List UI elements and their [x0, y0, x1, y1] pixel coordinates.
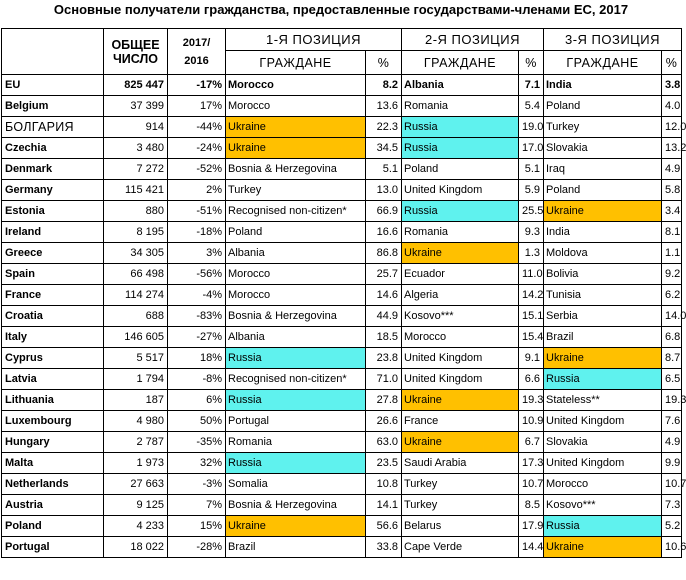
citizenship-table [1, 28, 686, 558]
total-cell: 880 [104, 201, 168, 222]
pct-1-cell: 8.2 [366, 75, 402, 96]
country-cell: Netherlands [2, 474, 104, 495]
table-row [2, 222, 682, 243]
country-cell: Croatia [2, 306, 104, 327]
citizen-1-cell: Russia [226, 453, 366, 474]
pct-2-cell: 17.3 [519, 453, 544, 474]
total-cell: 4 233 [104, 516, 168, 537]
citizen-1-cell: Russia [226, 390, 366, 411]
country-cell: Portugal [2, 537, 104, 558]
pct-3-cell: 3.4 [662, 201, 682, 222]
total-cell: 66 498 [104, 264, 168, 285]
citizen-1-cell: Bosnia & Herzegovina [226, 495, 366, 516]
change-cell: -56% [168, 264, 226, 285]
citizen-2-cell: Russia [402, 117, 519, 138]
change-cell: -28% [168, 537, 226, 558]
change-cell: -83% [168, 306, 226, 327]
table-row [2, 495, 682, 516]
total-cell: 914 [104, 117, 168, 138]
total-cell: 34 305 [104, 243, 168, 264]
citizen-3-cell: Tunisia [544, 285, 662, 306]
country-cell: Italy [2, 327, 104, 348]
position-1-header: 1-Я ПОЗИЦИЯ [226, 29, 402, 51]
total-cell: 1 794 [104, 369, 168, 390]
citizen-2-cell: Ukraine [402, 390, 519, 411]
change-cell: -4% [168, 285, 226, 306]
country-cell: Latvia [2, 369, 104, 390]
table-row [2, 159, 682, 180]
pct-3-cell: 1.1 [662, 243, 682, 264]
citizen-1-cell: Brazil [226, 537, 366, 558]
citizens-header-2: ГРАЖДАНЕ [402, 51, 519, 75]
country-cell: Lithuania [2, 390, 104, 411]
citizen-1-cell: Portugal [226, 411, 366, 432]
change-cell: -18% [168, 222, 226, 243]
table-row [2, 411, 682, 432]
table-row [2, 537, 682, 558]
change-cell: 32% [168, 453, 226, 474]
table-row [2, 516, 682, 537]
pct-2-cell: 8.5 [519, 495, 544, 516]
citizen-2-cell: Ukraine [402, 243, 519, 264]
total-cell: 2 787 [104, 432, 168, 453]
pct-2-cell: 9.1 [519, 348, 544, 369]
pct-2-cell: 6.7 [519, 432, 544, 453]
citizen-1-cell: Ukraine [226, 117, 366, 138]
pct-3-cell: 6.8 [662, 327, 682, 348]
country-header [2, 29, 104, 75]
pct-3-cell: 3.8 [662, 75, 682, 96]
citizen-3-cell: Kosovo*** [544, 495, 662, 516]
country-cell: Luxembourg [2, 411, 104, 432]
citizen-1-cell: Bosnia & Herzegovina [226, 306, 366, 327]
pct-3-cell: 6.5 [662, 369, 682, 390]
table-row [2, 285, 682, 306]
pct-header-1: % [366, 51, 402, 75]
pct-2-cell: 5.9 [519, 180, 544, 201]
country-cell: Belgium [2, 96, 104, 117]
pct-1-cell: 14.6 [366, 285, 402, 306]
table-row [2, 180, 682, 201]
table-row [2, 96, 682, 117]
citizen-2-cell: Albania [402, 75, 519, 96]
citizen-1-cell: Recognised non-citizen* [226, 201, 366, 222]
country-cell: Estonia [2, 201, 104, 222]
pct-3-cell: 12.0 [662, 117, 682, 138]
citizen-2-cell: Ukraine [402, 432, 519, 453]
citizen-1-cell: Ukraine [226, 138, 366, 159]
citizen-3-cell: Iraq [544, 159, 662, 180]
change-cell: 2% [168, 180, 226, 201]
citizen-1-cell: Albania [226, 243, 366, 264]
country-cell: France [2, 285, 104, 306]
pct-3-cell: 7.6 [662, 411, 682, 432]
country-cell: Malta [2, 453, 104, 474]
total-cell: 187 [104, 390, 168, 411]
country-cell: Denmark [2, 159, 104, 180]
pct-3-cell: 13.2 [662, 138, 682, 159]
pct-1-cell: 34.5 [366, 138, 402, 159]
country-cell: Cyprus [2, 348, 104, 369]
citizen-3-cell: Moldova [544, 243, 662, 264]
pct-3-cell: 4.0 [662, 96, 682, 117]
change-header-line2: 2016 [184, 54, 209, 67]
pct-2-cell: 15.1 [519, 306, 544, 327]
pct-2-cell: 1.3 [519, 243, 544, 264]
citizen-1-cell: Romania [226, 432, 366, 453]
total-cell: 9 125 [104, 495, 168, 516]
pct-1-cell: 44.9 [366, 306, 402, 327]
total-cell: 18 022 [104, 537, 168, 558]
table-row [2, 264, 682, 285]
pct-header-3: % [662, 51, 682, 75]
total-cell: 7 272 [104, 159, 168, 180]
total-cell: 146 605 [104, 327, 168, 348]
citizens-header-1: ГРАЖДАНЕ [226, 51, 366, 75]
change-cell: -3% [168, 474, 226, 495]
pct-1-cell: 13.0 [366, 180, 402, 201]
citizen-2-cell: Morocco [402, 327, 519, 348]
pct-1-cell: 5.1 [366, 159, 402, 180]
pct-3-cell: 7.3 [662, 495, 682, 516]
citizen-2-cell: Ecuador [402, 264, 519, 285]
table-row [2, 390, 682, 411]
total-cell: 27 663 [104, 474, 168, 495]
pct-1-cell: 71.0 [366, 369, 402, 390]
table-row [2, 453, 682, 474]
pct-1-cell: 10.8 [366, 474, 402, 495]
citizen-3-cell: United Kingdom [544, 411, 662, 432]
citizen-3-cell: Ukraine [544, 537, 662, 558]
pct-1-cell: 26.6 [366, 411, 402, 432]
pct-2-cell: 11.0 [519, 264, 544, 285]
change-cell: 50% [168, 411, 226, 432]
country-cell: Spain [2, 264, 104, 285]
pct-3-cell: 8.1 [662, 222, 682, 243]
country-cell: Ireland [2, 222, 104, 243]
pct-3-cell: 10.6 [662, 537, 682, 558]
citizen-1-cell: Albania [226, 327, 366, 348]
citizen-1-cell: Turkey [226, 180, 366, 201]
change-cell: -17% [168, 75, 226, 96]
citizen-2-cell: Belarus [402, 516, 519, 537]
pct-3-cell: 9.2 [662, 264, 682, 285]
pct-1-cell: 18.5 [366, 327, 402, 348]
pct-1-cell: 56.6 [366, 516, 402, 537]
citizen-2-cell: Algeria [402, 285, 519, 306]
change-cell: 6% [168, 390, 226, 411]
pct-3-cell: 14.0 [662, 306, 682, 327]
pct-1-cell: 23.5 [366, 453, 402, 474]
total-cell: 37 399 [104, 96, 168, 117]
change-cell: -35% [168, 432, 226, 453]
citizen-2-cell: Romania [402, 222, 519, 243]
total-header-line2: ЧИСЛО [113, 51, 158, 66]
citizen-1-cell: Somalia [226, 474, 366, 495]
citizen-2-cell: United Kingdom [402, 180, 519, 201]
table-row [2, 306, 682, 327]
pct-3-cell: 9.9 [662, 453, 682, 474]
total-cell: 3 480 [104, 138, 168, 159]
total-header [104, 29, 168, 75]
pct-1-cell: 63.0 [366, 432, 402, 453]
pct-header-2: % [519, 51, 544, 75]
citizen-2-cell: Turkey [402, 474, 519, 495]
country-cell: Germany [2, 180, 104, 201]
citizen-3-cell: India [544, 222, 662, 243]
citizen-3-cell: Morocco [544, 474, 662, 495]
change-header-line1: 2017/ [182, 36, 211, 49]
citizen-3-cell: Russia [544, 516, 662, 537]
table-row [2, 474, 682, 495]
change-cell: -51% [168, 201, 226, 222]
change-cell: 15% [168, 516, 226, 537]
total-cell: 825 447 [104, 75, 168, 96]
pct-2-cell: 14.2 [519, 285, 544, 306]
citizen-1-cell: Russia [226, 348, 366, 369]
citizen-3-cell: Ukraine [544, 348, 662, 369]
pct-2-cell: 9.3 [519, 222, 544, 243]
change-cell: 17% [168, 96, 226, 117]
country-cell: Austria [2, 495, 104, 516]
citizen-1-cell: Poland [226, 222, 366, 243]
pct-3-cell: 6.2 [662, 285, 682, 306]
pct-2-cell: 17.9 [519, 516, 544, 537]
citizen-2-cell: Cape Verde [402, 537, 519, 558]
citizen-1-cell: Morocco [226, 96, 366, 117]
citizen-2-cell: France [402, 411, 519, 432]
country-cell: Greece [2, 243, 104, 264]
pct-2-cell: 15.4 [519, 327, 544, 348]
country-cell: Czechia [2, 138, 104, 159]
citizen-3-cell: Slovakia [544, 432, 662, 453]
citizen-1-cell: Morocco [226, 264, 366, 285]
pct-2-cell: 10.9 [519, 411, 544, 432]
pct-2-cell: 25.5 [519, 201, 544, 222]
citizen-1-cell: Morocco [226, 75, 366, 96]
pct-2-cell: 14.4 [519, 537, 544, 558]
pct-3-cell: 4.9 [662, 159, 682, 180]
pct-3-cell: 5.2 [662, 516, 682, 537]
country-cell: EU [2, 75, 104, 96]
total-cell: 114 274 [104, 285, 168, 306]
table-row [2, 348, 682, 369]
citizen-2-cell: United Kingdom [402, 348, 519, 369]
pct-1-cell: 14.1 [366, 495, 402, 516]
pct-2-cell: 5.1 [519, 159, 544, 180]
citizen-2-cell: Russia [402, 201, 519, 222]
table-row [2, 243, 682, 264]
change-cell: 7% [168, 495, 226, 516]
citizen-2-cell: Russia [402, 138, 519, 159]
citizen-3-cell: Russia [544, 369, 662, 390]
pct-1-cell: 22.3 [366, 117, 402, 138]
table-row [2, 138, 682, 159]
pct-3-cell: 5.8 [662, 180, 682, 201]
table-row [2, 432, 682, 453]
pct-3-cell: 10.7 [662, 474, 682, 495]
citizen-1-cell: Ukraine [226, 516, 366, 537]
citizen-3-cell: Poland [544, 180, 662, 201]
citizen-3-cell: Serbia [544, 306, 662, 327]
position-2-header: 2-Я ПОЗИЦИЯ [402, 29, 544, 51]
table-row [2, 75, 682, 96]
total-cell: 1 973 [104, 453, 168, 474]
citizen-2-cell: Poland [402, 159, 519, 180]
pct-2-cell: 19.0 [519, 117, 544, 138]
citizen-2-cell: United Kingdom [402, 369, 519, 390]
change-cell: 3% [168, 243, 226, 264]
pct-1-cell: 86.8 [366, 243, 402, 264]
citizen-2-cell: Kosovo*** [402, 306, 519, 327]
change-cell: -8% [168, 369, 226, 390]
pct-1-cell: 27.8 [366, 390, 402, 411]
citizen-3-cell: Turkey [544, 117, 662, 138]
total-header-line1: ОБЩЕЕ [111, 37, 160, 52]
table-row [2, 369, 682, 390]
change-cell: -24% [168, 138, 226, 159]
table-body [2, 75, 686, 558]
pct-1-cell: 23.8 [366, 348, 402, 369]
pct-3-cell: 8.7 [662, 348, 682, 369]
country-cell: Hungary [2, 432, 104, 453]
citizen-2-cell: Romania [402, 96, 519, 117]
citizens-header-3: ГРАЖДАНЕ [544, 51, 662, 75]
citizen-3-cell: Poland [544, 96, 662, 117]
pct-3-cell: 4.9 [662, 432, 682, 453]
change-cell: -52% [168, 159, 226, 180]
citizen-3-cell: India [544, 75, 662, 96]
pct-2-cell: 17.0 [519, 138, 544, 159]
citizen-3-cell: Stateless** [544, 390, 662, 411]
pct-2-cell: 19.3 [519, 390, 544, 411]
pct-2-cell: 6.6 [519, 369, 544, 390]
pct-1-cell: 25.7 [366, 264, 402, 285]
pct-1-cell: 13.6 [366, 96, 402, 117]
citizen-1-cell: Morocco [226, 285, 366, 306]
total-cell: 8 195 [104, 222, 168, 243]
table-title: Основные получатели гражданства, предоставленные государствами-членами ЕС, 2017 [53, 2, 629, 17]
citizen-2-cell: Turkey [402, 495, 519, 516]
table-row [2, 117, 682, 138]
position-3-header: 3-Я ПОЗИЦИЯ [544, 29, 682, 51]
pct-1-cell: 16.6 [366, 222, 402, 243]
change-cell: 18% [168, 348, 226, 369]
change-header [168, 29, 226, 75]
citizen-3-cell: United Kingdom [544, 453, 662, 474]
country-cell: БОЛГАРИЯ [2, 117, 104, 138]
total-cell: 4 980 [104, 411, 168, 432]
pct-2-cell: 5.4 [519, 96, 544, 117]
pct-2-cell: 10.7 [519, 474, 544, 495]
pct-3-cell: 19.3 [662, 390, 682, 411]
citizen-3-cell: Ukraine [544, 201, 662, 222]
total-cell: 115 421 [104, 180, 168, 201]
citizen-1-cell: Bosnia & Herzegovina [226, 159, 366, 180]
citizen-3-cell: Bolivia [544, 264, 662, 285]
citizen-1-cell: Recognised non-citizen* [226, 369, 366, 390]
citizen-3-cell: Slovakia [544, 138, 662, 159]
citizen-3-cell: Brazil [544, 327, 662, 348]
pct-1-cell: 66.9 [366, 201, 402, 222]
total-cell: 5 517 [104, 348, 168, 369]
table-row [2, 327, 682, 348]
pct-2-cell: 7.1 [519, 75, 544, 96]
change-cell: -44% [168, 117, 226, 138]
total-cell: 688 [104, 306, 168, 327]
pct-1-cell: 33.8 [366, 537, 402, 558]
change-cell: -27% [168, 327, 226, 348]
table-row [2, 201, 682, 222]
citizen-2-cell: Saudi Arabia [402, 453, 519, 474]
country-cell: Poland [2, 516, 104, 537]
